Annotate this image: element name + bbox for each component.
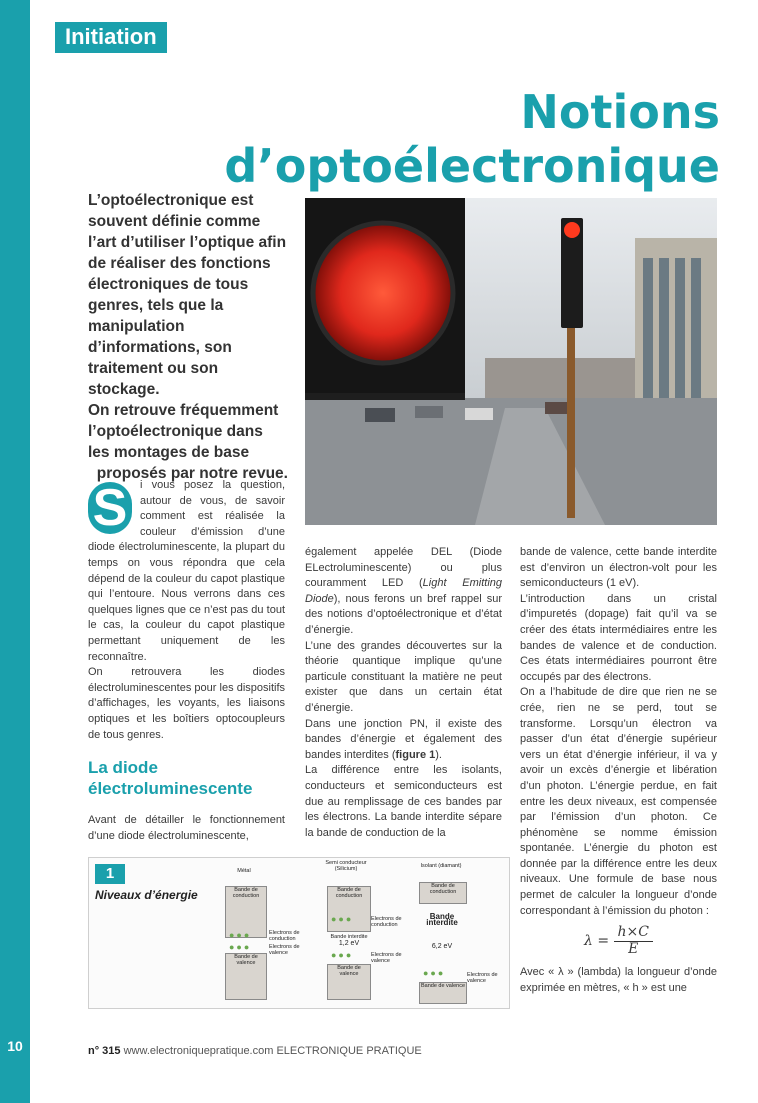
metal-e-cond-label: Electrons de conduction <box>269 930 300 943</box>
col3-paragraph-1: bande de valence, cette bande interdite est d’environ un électron-volt pour les semiconducteurs (1 eV). <box>520 546 717 590</box>
label-semiconductor: Semi conducteur (Silicium) <box>325 860 367 873</box>
column-1 <box>88 478 285 844</box>
page-title <box>224 85 720 193</box>
figure-number: 1 <box>95 864 125 884</box>
col2-p3-a: Dans une jonction PN, il existe des bandes d’énergie et également des bandes interdites ( <box>305 717 502 761</box>
metal-valence-band: Bande de valence <box>225 953 267 1000</box>
traffic-light-photo <box>305 198 717 525</box>
col3-paragraph-4: Avec « λ » (lambda) la longueur d’onde exprimée en mètres, « h » est une <box>520 966 717 995</box>
col2-paragraph-3 <box>305 717 502 764</box>
semi-valence-band: Bande de valence <box>327 964 371 1000</box>
col1-paragraph-2: On retrouvera les diodes électroluminescentes pour les dispositifs d’affichages, les voyants, les liaisons optiques et les boîtiers optocoupleurs de tous genres. <box>88 666 285 741</box>
label-insulator: Isolant (diamant) <box>420 863 462 869</box>
col2-p3-b: figure 1 <box>395 748 436 761</box>
figure-energy-levels <box>88 857 510 1009</box>
iso-valence-band: Bande de valence <box>419 982 467 1004</box>
title-line-1: Notions <box>520 85 720 139</box>
formula-denominator: E <box>628 940 639 957</box>
intro-text-2: On retrouve fréquemment l’optoélectronique dans les montages de base <box>88 402 279 461</box>
intro-lead <box>88 190 288 484</box>
figure-caption: Niveaux d’énergie <box>95 888 198 902</box>
section-heading: La diode électroluminescente <box>88 758 253 799</box>
col2-paragraph-2: L’une des grandes découvertes sur la théorie quantique implique qu’une particule constituant la matière ne peut exister que dans un certain état d’énergie. <box>305 639 502 714</box>
col1-paragraph-1: i vous posez la question, autour de vous, de savoir comment est réalisée la couleur d’émission d’une diode électroluminescente, la plupart du temps on vous répondra que cela dépend de la couleur du capot plastique qui l’entoure. Nous verrons dans ces quelques lignes que ce n’est pas du tout le cas, la couleur du capot plastique permettant uniquement de les reconnaître. <box>88 479 285 663</box>
drop-cap: S <box>88 482 132 534</box>
formula-numerator: h×C <box>614 925 653 942</box>
col2-p1-em: Light Emitting Diode <box>305 577 502 605</box>
col3-paragraph-2: L’introduction dans un cristal d’impuretés (dopage) fait qu’il va se créer des états intermédiaires entre les bandes de valence et de conduction. Ces états intermédiaires pourront être occupés par des électrons. <box>520 592 717 683</box>
column-2 <box>305 545 502 841</box>
iso-gap-label: Bande interdite <box>426 912 458 928</box>
formula-fraction <box>614 925 653 957</box>
footer-site: www.electroniquepratique.com <box>123 1045 274 1057</box>
footer-magazine: ELECTRONIQUE PRATIQUE <box>276 1045 422 1057</box>
col3-paragraph-3: On a l’habitude de dire que rien ne se crée, rien ne se perd, tout se transforme. Lorsqu’un électron va passer d’un état d’énergie supérieur vers un état d’énergie inférieur, il va y avoir un excès d’énergie et libération d’un photon. L’énergie perdue, en fait entre les deux niveaux, est compensée par l’émission d’un photon. Ce phénomène se nomme émission spontanée. L’énergie du photon est donnée par la différence entre les deux niveaux. Une formule de base nous permet de calculer la longueur d’onde correspondant à l’émission du photon : <box>520 686 717 917</box>
col2-p1-a: également appelée DEL (Diode ELectroluminescente) ou plus couramment LED ( <box>305 546 502 590</box>
formula-lhs: λ = <box>584 933 610 950</box>
title-line-2: d’optoélectronique <box>224 139 720 193</box>
metal-electrons-val: ●●● <box>229 942 252 952</box>
intro-text-3: proposés par notre revue. <box>96 465 288 482</box>
metal-conduction-band: Bande de conduction <box>225 886 267 938</box>
col2-p1-b: ), nous ferons un bref rappel sur des notions d’optoélectronique et d’état d’énergie. <box>305 592 502 636</box>
metal-electrons-cond: ●●● <box>229 930 252 940</box>
col2-p3-c: ). <box>435 748 442 761</box>
issue-number: n° 315 <box>88 1045 121 1057</box>
semi-electrons-cond: ●●● <box>331 914 354 924</box>
iso-e-val-label: Electrons de valence <box>467 972 498 985</box>
col2-paragraph-4: La différence entre les isolants, conducteurs et semiconducteurs est due au remplissage de ces bandes par les électrons. La bande interdite sépare la bande de conduction de la <box>305 764 502 839</box>
intro-text: L’optoélectronique est souvent définie comme l’art d’utiliser l’optique afin de réaliser des fonctions électroniques de tous genres, tels que la manipulation d’informations, son traitement ou son stockage. <box>88 192 287 398</box>
semi-gap-label: Bande interdite <box>330 934 368 940</box>
col1-paragraph-3: Avant de détailler le fonctionnement d’une diode électroluminescente, <box>88 814 285 842</box>
iso-conduction-band: Bande de conduction <box>419 882 467 904</box>
semi-e-cond-label: Electrons de conduction <box>371 916 402 929</box>
section-tag: Initiation <box>55 22 167 53</box>
side-accent-bar <box>0 0 30 1103</box>
metal-e-val-label: Electrons de valence <box>269 944 300 957</box>
semi-e-val-label: Electrons de valence <box>371 952 402 965</box>
wavelength-formula <box>520 925 717 957</box>
iso-electrons-val: ●●● <box>423 968 446 978</box>
semi-conduction-band: Bande de conduction <box>327 886 371 932</box>
semi-gap-value: 1,2 eV <box>338 940 360 947</box>
page-number: 10 <box>0 1030 30 1062</box>
semi-electrons-val: ●●● <box>331 950 354 960</box>
page-footer <box>88 1045 422 1057</box>
iso-gap-value: 6,2 eV <box>431 943 453 950</box>
column-3 <box>520 545 717 997</box>
col2-paragraph-1 <box>305 545 502 639</box>
label-metal: Métal <box>237 868 251 874</box>
